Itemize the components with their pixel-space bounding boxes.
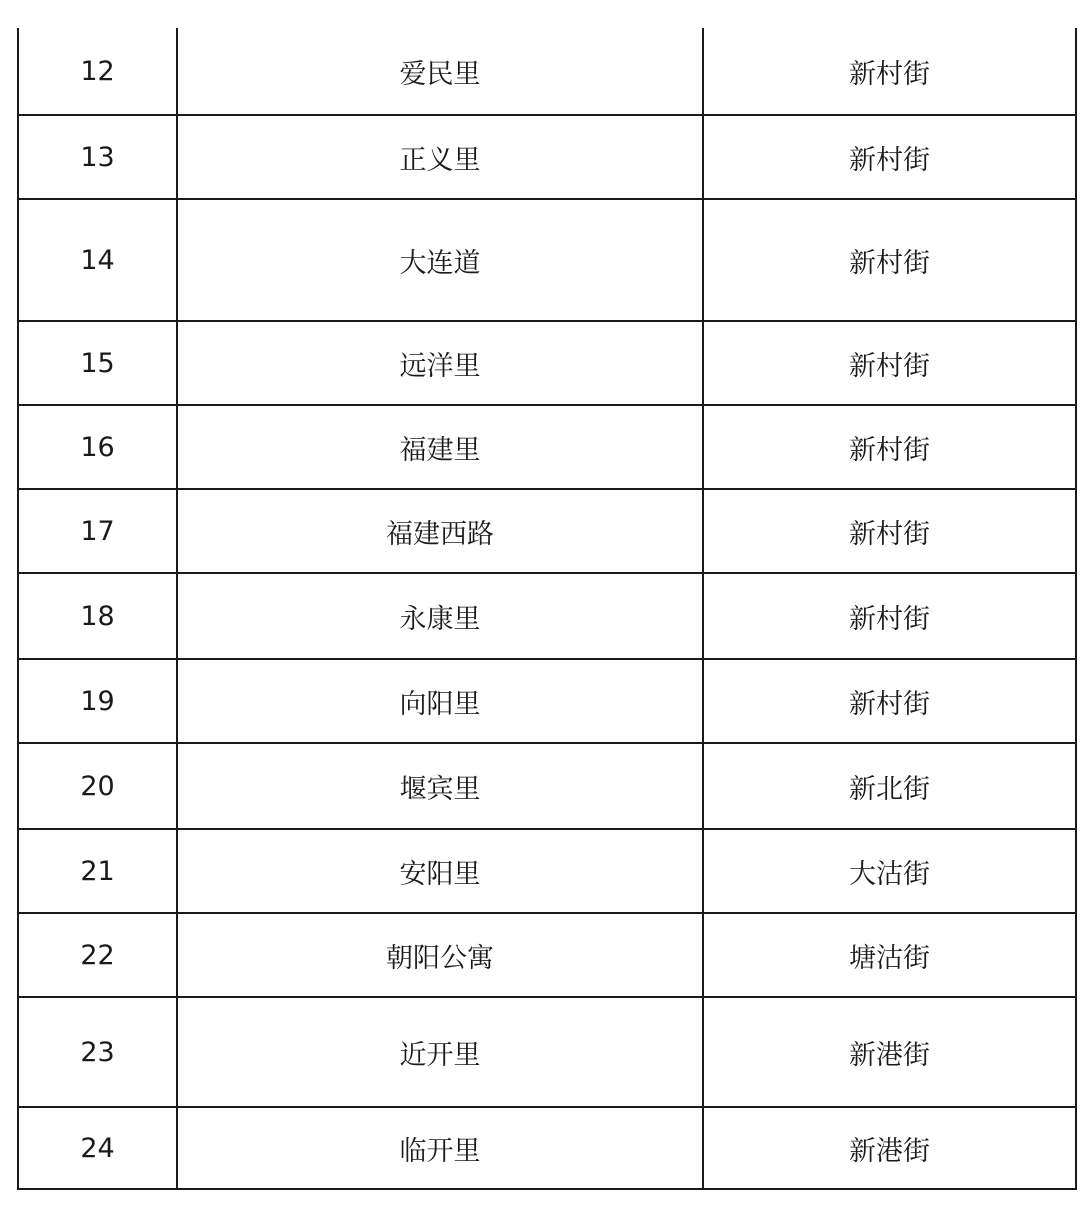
row-number: 15	[19, 322, 178, 404]
street-name: 塘沽街	[849, 942, 930, 974]
street-name: 新村街	[849, 247, 930, 279]
community-name: 安阳里	[178, 830, 704, 912]
row-number: 16	[19, 406, 178, 488]
street-name: 新北街	[849, 773, 930, 805]
community-name: 朝阳公寓	[178, 914, 704, 996]
table-row	[19, 404, 1075, 488]
street-name: 新村街	[849, 58, 930, 90]
row-number: 22	[19, 914, 178, 996]
row-number: 21	[19, 830, 178, 912]
community-name: 堰宾里	[178, 744, 704, 828]
table-row	[19, 572, 1075, 658]
community-name: 临开里	[178, 1108, 704, 1188]
table-row	[19, 114, 1075, 198]
table-row	[19, 198, 1075, 320]
table-row	[19, 828, 1075, 912]
community-name: 远洋里	[178, 322, 704, 404]
row-number: 19	[19, 660, 178, 742]
table-row	[19, 28, 1075, 114]
table-row	[19, 658, 1075, 742]
row-number: 23	[19, 998, 178, 1106]
community-name: 福建西路	[178, 490, 704, 572]
community-name: 大连道	[178, 200, 704, 320]
community-name: 福建里	[178, 406, 704, 488]
street-name: 新村街	[849, 144, 930, 176]
table-row	[19, 742, 1075, 828]
row-number: 14	[19, 200, 178, 320]
street-name: 新村街	[849, 603, 930, 635]
street-name: 大沽街	[849, 858, 930, 890]
community-name: 爱民里	[178, 28, 704, 114]
table-row	[19, 912, 1075, 996]
street-name: 新村街	[849, 518, 930, 550]
street-name: 新港街	[849, 1135, 930, 1167]
community-name: 永康里	[178, 574, 704, 658]
row-number: 24	[19, 1108, 178, 1188]
street-name: 新村街	[849, 350, 930, 382]
community-name: 向阳里	[178, 660, 704, 742]
table-row	[19, 488, 1075, 572]
street-name: 新村街	[849, 434, 930, 466]
community-table	[17, 28, 1077, 1190]
community-name: 近开里	[178, 998, 704, 1106]
row-number: 20	[19, 744, 178, 828]
row-number: 18	[19, 574, 178, 658]
table-row	[19, 1106, 1075, 1188]
community-name: 正义里	[178, 116, 704, 198]
street-name: 新村街	[849, 688, 930, 720]
table-row	[19, 996, 1075, 1106]
row-number: 12	[19, 28, 178, 114]
street-name: 新港街	[849, 1039, 930, 1071]
row-number: 13	[19, 116, 178, 198]
table-row	[19, 320, 1075, 404]
row-number: 17	[19, 490, 178, 572]
